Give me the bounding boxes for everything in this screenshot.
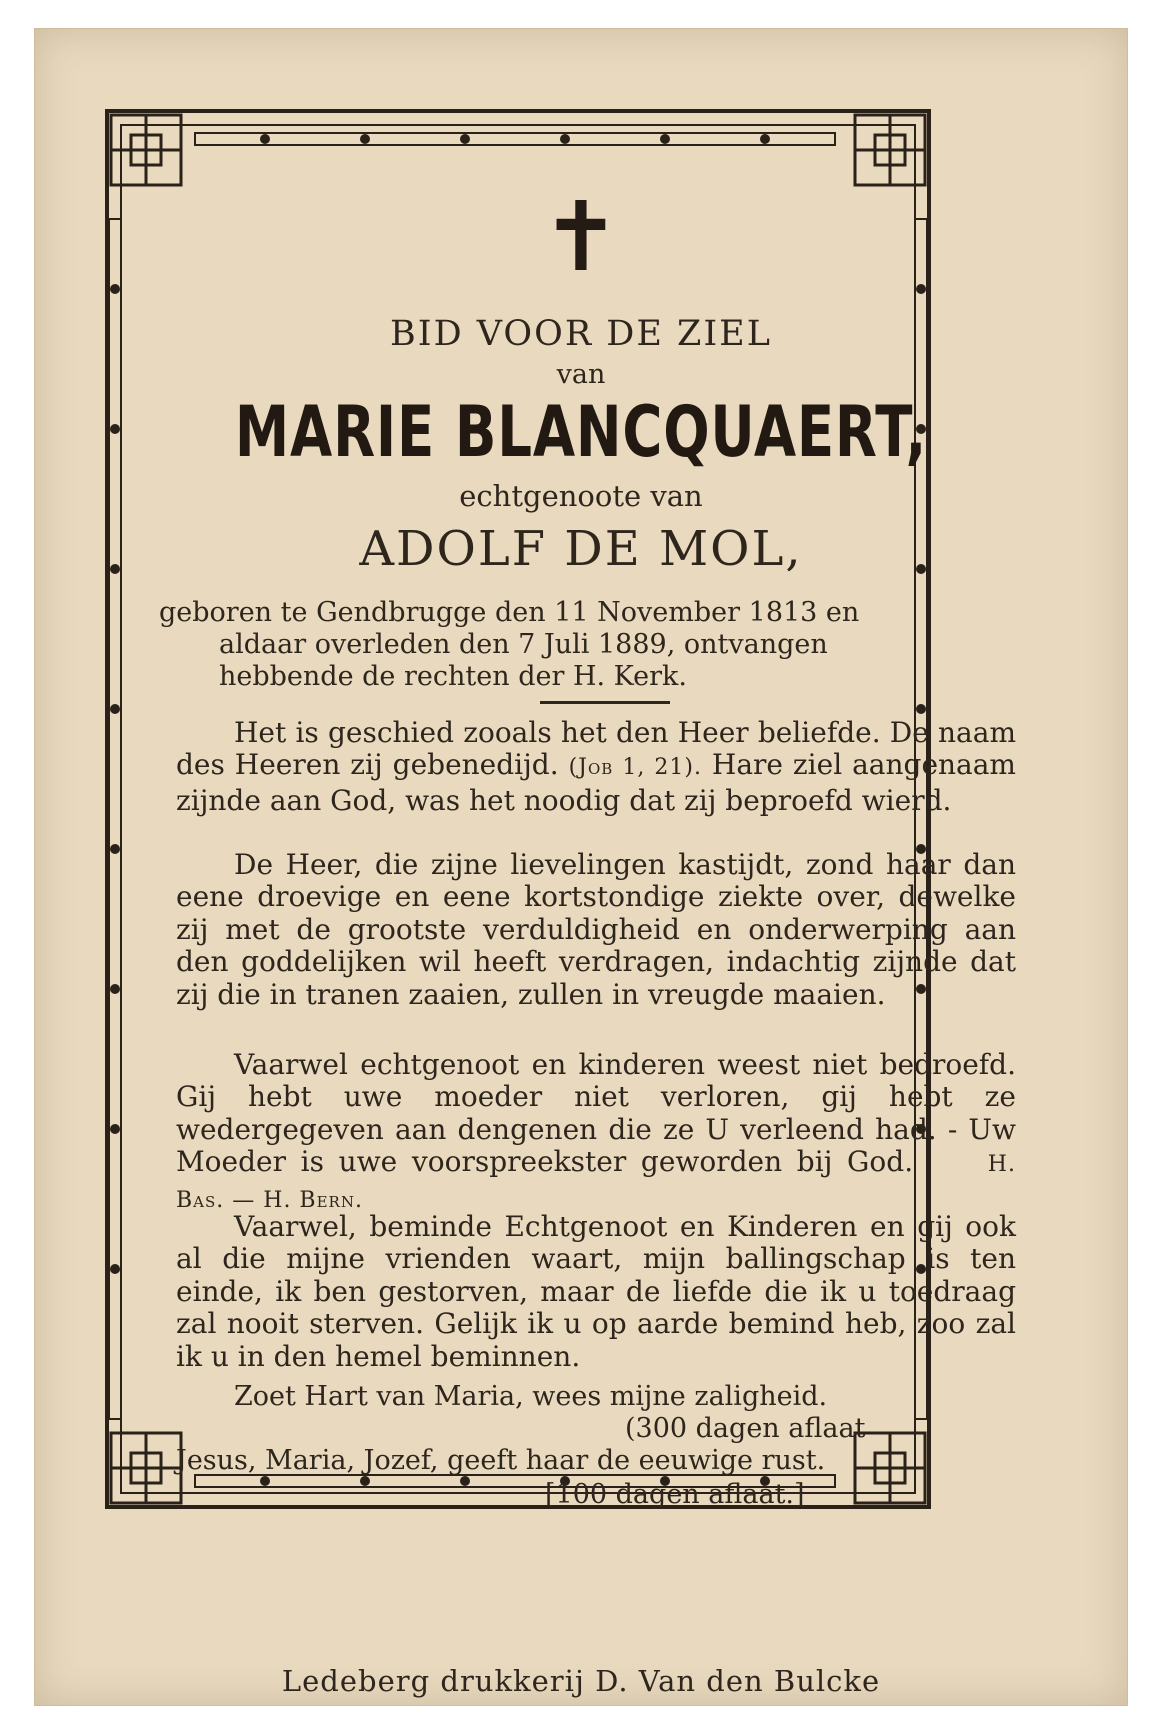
memorial-card — [34, 28, 1128, 1706]
paragraph-3-source: H. Bas. — H. Bern. — [176, 1152, 1016, 1213]
deceased-name: MARIE BLANCQUAERT, — [234, 391, 928, 473]
paragraph-1 — [176, 717, 1016, 817]
bio-line-3: hebbende de rechten der H. Kerk. — [219, 661, 687, 692]
prayer-1: Zoet Hart van Maria, wees mijne zaligheid. — [234, 1381, 828, 1412]
paragraph-1-text: Het is geschied zooals het den Heer beliefde. De naam des Heeren zij gebenedijd. — [176, 716, 1016, 782]
bio-line-2: aldaar overleden den 7 Juli 1889, ontvangen — [219, 629, 828, 660]
paragraph-3 — [176, 1049, 1016, 1217]
indulgence-2: [100 dagen aflaat.] — [545, 1479, 805, 1510]
divider — [540, 701, 670, 704]
van-label: van — [556, 359, 606, 390]
printer-imprint: Ledeberg drukkerij D. Van den Bulcke — [281, 1664, 881, 1698]
header: BID VOOR DE ZIEL — [390, 314, 772, 354]
paragraph-1-source: (Job 1, 21). — [568, 755, 702, 781]
spouse-name: ADOLF DE MOL, — [359, 521, 803, 577]
paragraph-2 — [176, 849, 1016, 1011]
prayer-2: Jesus, Maria, Jozef, geeft haar de eeuwige rust. — [176, 1445, 826, 1476]
indulgence-1: (300 dagen aflaat — [625, 1413, 866, 1444]
bio-line-1: geboren te Gendbrugge den 11 November 1813 en — [159, 597, 860, 628]
paragraph-4-text: Vaarwel, beminde Echtgenoot en Kinderen en gij ook al die mijne vrienden waart, mijn ballingschap is ten einde, ik ben gestorven, maar de liefde die ik u toedraag zal nooit sterven. Gelijk ik u op aarde bemind heb, zoo zal ik u in den hemel beminnen. — [176, 1210, 1016, 1373]
cross-icon: ✝ — [540, 181, 622, 293]
paragraph-1-continuation: Hare ziel aangenaam zijnde aan God, was het noodig dat zij beproefd wierd. — [176, 748, 1016, 817]
paragraph-4 — [176, 1211, 1016, 1373]
spouse-intro: echtgenoote van — [459, 479, 703, 513]
paragraph-3-text: Vaarwel echtgenoot en kinderen weest niet bedroefd. Gij hebt uwe moeder niet verloren, gij hebt ze wedergegeven aan dengenen die ze U verleend had. - Uw Moeder is uwe voorspreekster geworden bij God. — [176, 1048, 1016, 1179]
paragraph-2-text: De Heer, die zijne lievelingen kastijdt, zond haar dan eene droevige en eene kortstondige ziekte over, dewelke zij met de grootste verduldigheid en onderwerping aan den goddelijken wil heeft verdragen, indachtig zijnde dat zij die in tranen zaaien, zullen in vreugde maaien. — [176, 848, 1016, 1011]
